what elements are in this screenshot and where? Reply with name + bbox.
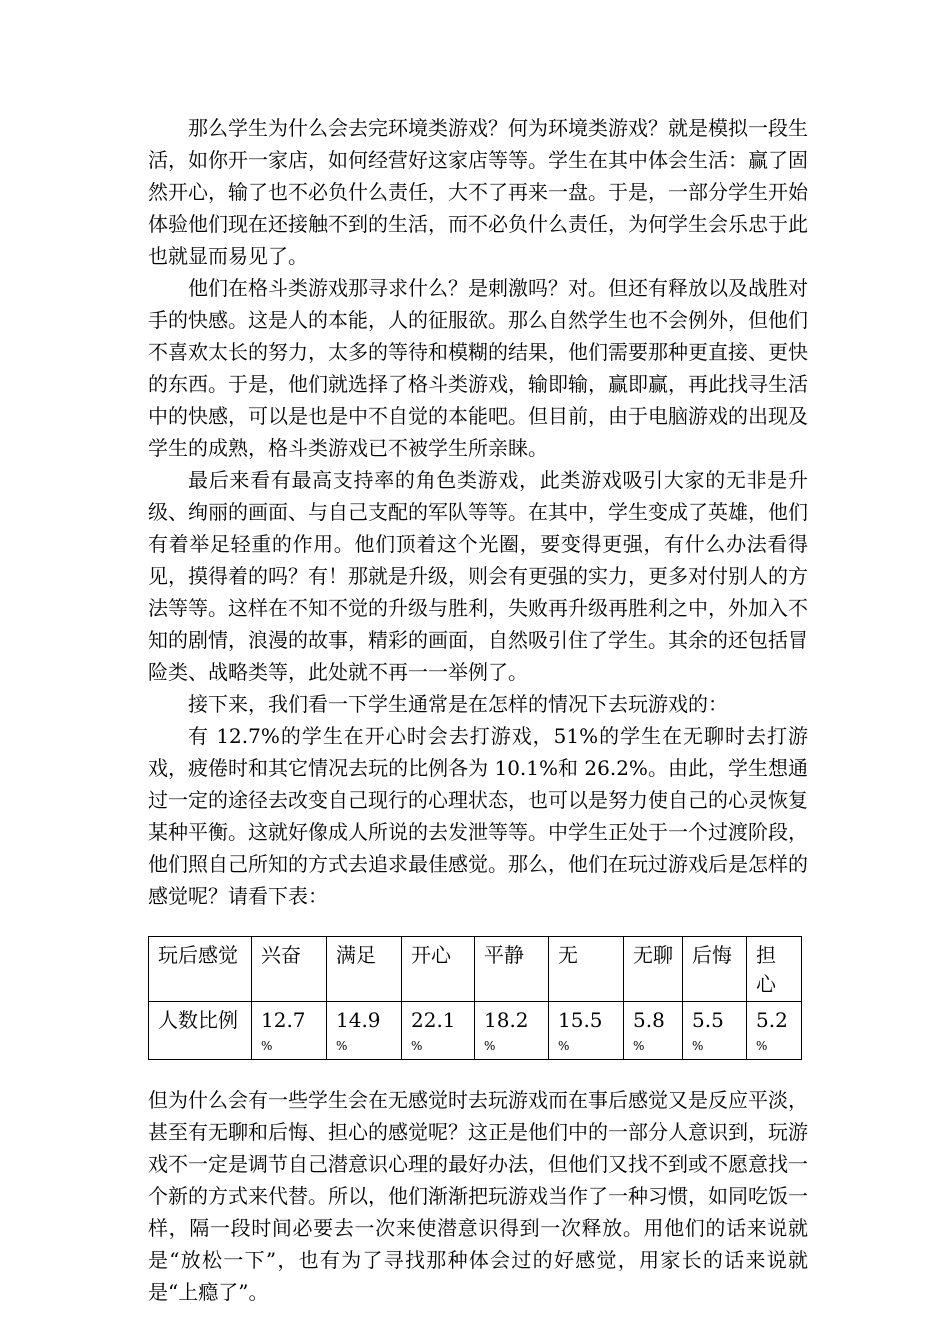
table-row-percentages — [149, 1002, 802, 1060]
percentage-value: 5.8 — [633, 1008, 665, 1032]
percentage-value: 5.5 — [692, 1008, 724, 1032]
percent-sign: % — [558, 1039, 570, 1053]
percent-sign: % — [692, 1039, 704, 1053]
table-cell-feeling: 无聊 — [624, 937, 683, 1002]
table-cell-feeling: 后悔 — [683, 937, 747, 1002]
percent-sign: % — [411, 1039, 423, 1053]
table-cell-feeling: 兴奋 — [252, 937, 327, 1002]
table-cell-percentage — [402, 1002, 475, 1060]
paragraph-role-playing-games: 最后来看有最高支持率的角色类游戏，此类游戏吸引大家的无非是升级、绚丽的画面、与自己支配的军队等等。在其中，学生变成了英雄，他们有着举足轻重的作用。他们顶着这个光圈，要变得更强，有什么办法看得见，摸得着的吗？有！那就是升级，则会有更强的实力，更多对付别人的方法等等。这样在不知不觉的升级与胜利，失败再升级再胜利之中，外加入不知的剧情，浪漫的故事，精彩的画面，自然吸引住了学生。其余的还包括冒险类、战略类等，此处就不再一一举例了。 — [148, 468, 808, 684]
table-cell-feeling: 满足 — [327, 937, 402, 1002]
percentage-value: 12.7 — [261, 1008, 306, 1032]
table-cell-feeling: 开心 — [402, 937, 475, 1002]
table-cell-feeling: 担心 — [747, 937, 802, 1002]
table-row-feelings — [149, 937, 802, 1002]
percent-sign: % — [756, 1039, 768, 1053]
percent-sign: % — [633, 1039, 645, 1053]
percentage-value: 15.5 — [558, 1008, 603, 1032]
percent-sign: % — [261, 1039, 273, 1053]
table-cell-percentage — [252, 1002, 327, 1060]
document-page — [148, 112, 808, 1308]
paragraph-play-situations: 有 12.7%的学生在开心时会去打游戏，51%的学生在无聊时去打游戏，疲倦时和其它情况去玩的比例各为 10.1%和 26.2%。由此，学生想通过一定的途径去改变自己现行的心理状态，也可以是努力使自己的心灵恢复某种平衡。这就好像成人所说的去发泄等等。中学生正处于一个过渡阶段，他们照自己所知的方式去追求最佳感觉。那么，他们在玩过游戏后是怎样的感觉呢？请看下表： — [148, 724, 808, 908]
percentage-value: 18.2 — [484, 1008, 529, 1032]
table-cell-percentage — [327, 1002, 402, 1060]
percentage-value: 5.2 — [756, 1008, 788, 1032]
table-cell-percentage — [549, 1002, 624, 1060]
paragraph-conclusion: 但为什么会有一些学生会在无感觉时去玩游戏而在事后感觉又是反应平淡，甚至有无聊和后悔、担心的感觉呢？这正是他们中的一部分人意识到，玩游戏不一定是调节自己潜意识心理的最好办法，但他们又找不到或不愿意找一个新的方式来代替。所以，他们渐渐把玩游戏当作了一种习惯，如同吃饭一样，隔一段时间必要去一次来使潜意识得到一次释放。用他们的话来说就是“放松一下”，也有为了寻找那种体会过的好感觉，用家长的话来说就是“上瘾了”。 — [148, 1088, 808, 1304]
paragraph-environment-games: 那么学生为什么会去完环境类游戏？何为环境类游戏？就是模拟一段生活，如你开一家店，如何经营好这家店等等。学生在其中体会生活：赢了固然开心，输了也不必负什么责任，大不了再来一盘。于是，一部分学生开始体验他们现在还接触不到的生活，而不必负什么责任，为何学生会乐忠于此也就显而易见了。 — [148, 116, 808, 268]
table-cell-percentage — [683, 1002, 747, 1060]
paragraph-fighting-games: 他们在格斗类游戏那寻求什么？是刺激吗？对。但还有释放以及战胜对手的快感。这是人的本能，人的征服欲。那么自然学生也不会例外，但他们不喜欢太长的努力，太多的等待和模糊的结果，他们需要那种更直接、更快的东西。于是，他们就选择了格斗类游戏，输即输，赢即赢，再此找寻生活中的快感，可以是也是中不自觉的本能吧。但目前，由于电脑游戏的出现及学生的成熟，格斗类游戏已不被学生所亲睐。 — [148, 276, 808, 460]
paragraph-transition: 接下来，我们看一下学生通常是在怎样的情况下去玩游戏的： — [188, 692, 728, 716]
table-cell-feeling: 无 — [549, 937, 624, 1002]
table-cell-percentage — [624, 1002, 683, 1060]
percentage-value: 14.9 — [336, 1008, 381, 1032]
percent-sign: % — [336, 1039, 348, 1053]
table-header-percentage: 人数比例 — [149, 1002, 252, 1060]
feelings-table — [148, 936, 802, 1060]
percentage-value: 22.1 — [411, 1008, 456, 1032]
table-cell-feeling: 平静 — [475, 937, 549, 1002]
table-cell-percentage — [475, 1002, 549, 1060]
table-header-feeling: 玩后感觉 — [149, 937, 252, 1002]
percent-sign: % — [484, 1039, 496, 1053]
table-cell-percentage — [747, 1002, 802, 1060]
